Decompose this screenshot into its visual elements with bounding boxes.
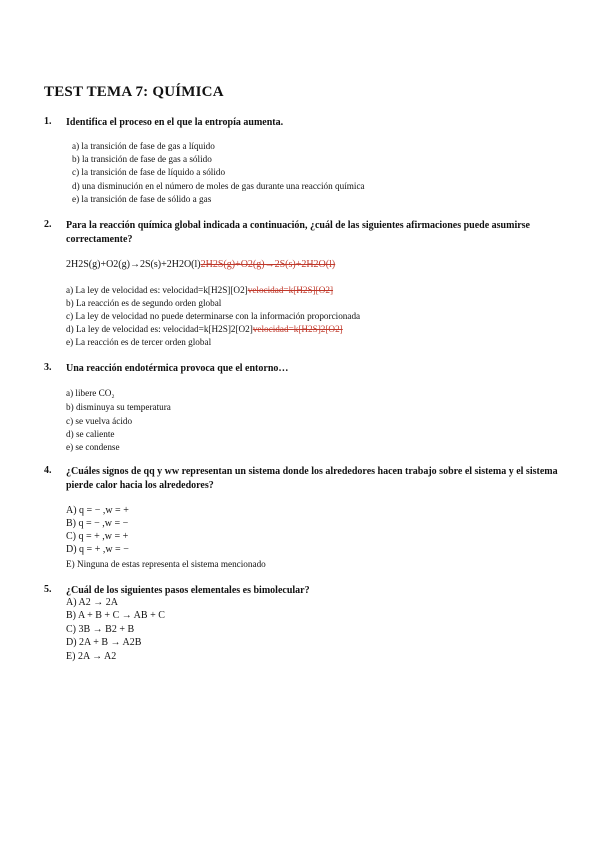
option-struck-text: velocidad=k[H2S]2[O2] xyxy=(252,324,343,334)
question-text: ¿Cuáles signos de qq y ww representan un sistema donde los alrededores hacen trabajo sobre el sistema y el sistema pierde calor hacia los alrededores? xyxy=(66,466,558,491)
question-text: Una reacción endotérmica provoca que el entorno… xyxy=(66,363,289,374)
option-2d xyxy=(66,323,343,335)
option-5c: C) 3B → B2 + B xyxy=(66,624,135,635)
question-number: 1. xyxy=(44,116,52,127)
option-3e: e) se condense xyxy=(66,442,120,452)
option-text: a) La ley de velocidad es: velocidad=k[H2S][O2] xyxy=(66,285,248,295)
option-4b: B) q = − ,w = − xyxy=(66,518,129,529)
option-4e: E) Ninguna de estas representa el sistema mencionado xyxy=(66,559,266,569)
option-4d: D) q = + ,w = − xyxy=(66,544,129,555)
equation-text: 2H2S(g)+O2(g)→2S(s)+2H2O(l) xyxy=(66,259,201,270)
page-title: TEST TEMA 7: QUÍMICA xyxy=(44,84,224,100)
option-1c: c) la transición de fase de líquido a sólido xyxy=(72,167,226,177)
question-text: Para la reacción química global indicada a continuación, ¿cuál de las siguientes afirmaciones puede asumirse correctamente? xyxy=(66,220,530,245)
option-3a: a) libere CO₂ xyxy=(66,388,115,398)
option-4c: C) q = + ,w = + xyxy=(66,531,129,542)
question-text: ¿Cuál de los siguientes pasos elementales es bimolecular? xyxy=(66,585,310,596)
reaction-equation xyxy=(66,259,335,270)
option-struck-text: velocidad=k[H2S][O2] xyxy=(247,285,334,295)
option-1b: b) la transición de fase de gas a sólido xyxy=(72,154,212,164)
option-3b: b) disminuya su temperatura xyxy=(66,402,171,412)
question-number: 2. xyxy=(44,219,52,230)
option-5a: A) A2 → 2A xyxy=(66,597,118,608)
option-1d: d) una disminución en el número de moles de gas durante una reacción química xyxy=(72,181,365,191)
option-text: d) La ley de velocidad es: velocidad=k[H2S]2[O2] xyxy=(66,324,253,334)
question-number: 3. xyxy=(44,362,52,373)
option-1a: a) la transición de fase de gas a líquido xyxy=(72,141,215,151)
option-5d: D) 2A + B → A2B xyxy=(66,637,142,648)
equation-struck-text: 2H2S(g)+O2(g)→2S(s)+2H2O(l) xyxy=(200,259,336,270)
option-5e: E) 2A → A2 xyxy=(66,651,117,662)
option-5b: B) A + B + C → AB + C xyxy=(66,610,165,621)
question-number: 4. xyxy=(44,465,52,476)
question-number: 5. xyxy=(44,584,52,595)
option-1e: e) la transición de fase de sólido a gas xyxy=(72,194,212,204)
option-2e: e) La reacción es de tercer orden global xyxy=(66,337,212,347)
option-2a xyxy=(66,284,333,296)
option-4a: A) q = − ,w = + xyxy=(66,505,129,516)
option-2c: c) La ley de velocidad no puede determinarse con la información proporcionada xyxy=(66,311,361,321)
question-text: Identifica el proceso en el que la entropía aumenta. xyxy=(66,117,284,128)
option-3c: c) se vuelva ácido xyxy=(66,416,133,426)
option-2b: b) La reacción es de segundo orden global xyxy=(66,298,222,308)
option-3d: d) se caliente xyxy=(66,429,115,439)
